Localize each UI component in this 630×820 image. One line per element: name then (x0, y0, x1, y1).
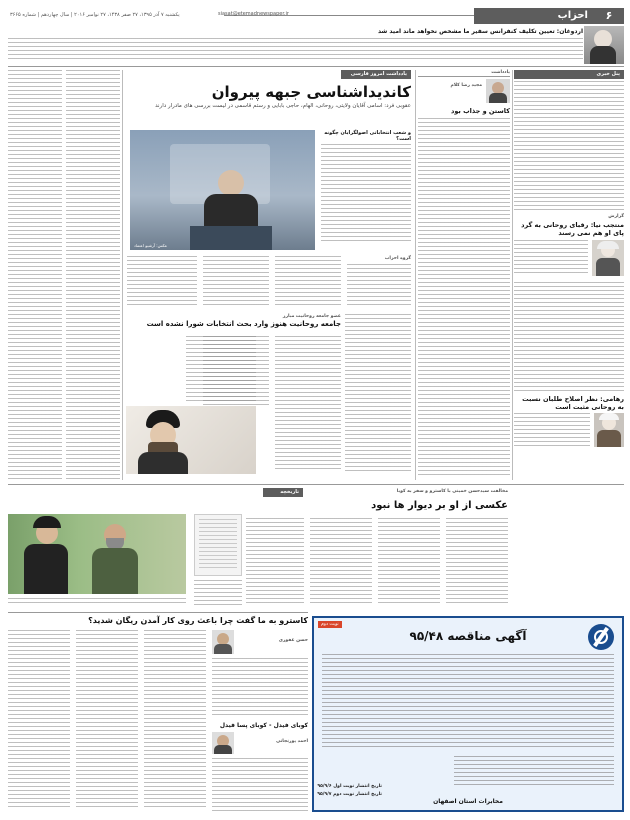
author-name: مجید رضا کلام (450, 83, 482, 88)
side-box-title: و شعب انتخاباتی اصولگرایان چگونه است؟ (324, 130, 411, 142)
header-date: یکشنبه ۷ آذر ۱۳۹۵، ۲۷ صفر ۱۴۳۸، ۲۷ نوامبر ۲۰۱۶ | سال چهاردهم | شماره ۳۶۶۵ (10, 12, 180, 18)
ad-badge: نوبت دوم (318, 621, 342, 628)
top-story-photo (584, 26, 624, 64)
castro-photo (8, 514, 186, 594)
ad-deadline-1: تاریخ انتشار نوبت اول ۹۵/۹/۶ (317, 784, 382, 789)
sidebar-bar: پنل خبری (514, 70, 624, 79)
lower-divider (8, 612, 308, 613)
main-side-box (321, 130, 411, 250)
lower-author-2-text (212, 758, 308, 812)
main-bar: یادداشت امروز فارسی (341, 70, 411, 79)
note-headline: کاستن و جذاب بود (451, 107, 510, 115)
section-title: احزاب (474, 8, 594, 24)
mid-divider (8, 484, 624, 485)
main-body-col-2 (275, 256, 341, 308)
top-story-text (8, 38, 583, 60)
bottom-text-3 (310, 518, 372, 606)
header-email[interactable]: siasat@etemadnewspaper.ir (218, 11, 289, 17)
author-photo (486, 79, 510, 103)
note-text (418, 118, 510, 478)
second-story-col-1 (275, 336, 341, 472)
second-story-photo (126, 406, 256, 474)
second-story-kicker: عضو جامعه روحانیت مبارز (282, 314, 341, 319)
author-1-photo (212, 630, 234, 654)
ad-org: مخابرات استان اصفهان (433, 798, 503, 805)
page-number: ۶ (594, 8, 624, 24)
second-story (126, 314, 341, 474)
lower-col-3 (8, 630, 70, 810)
sidebar-photo-1 (592, 240, 624, 276)
lower-section (8, 616, 308, 812)
ad-logo (588, 624, 614, 650)
left-column (8, 70, 120, 480)
side-box-text (321, 144, 411, 244)
main-photo (130, 130, 315, 250)
sidebar-kicker: گزارش (608, 214, 624, 219)
left-column-text-2 (8, 70, 62, 480)
lower-headline: کاسترو به ما گفت چرا باعث روی کار آمدن ریگان شدید؟ (88, 616, 308, 625)
bottom-text-2 (378, 518, 440, 606)
lower-author-text (212, 658, 308, 718)
author-2-photo (212, 732, 234, 754)
bottom-bar: تاریخچه (263, 488, 303, 497)
lower-col-1 (144, 630, 206, 810)
top-divider (8, 66, 624, 67)
second-story-headline: جامعه روحانیت هنوز وارد بحث انتخابات شورا نشده است (146, 320, 341, 328)
sidebar-text-3 (514, 282, 624, 392)
document-photo (194, 514, 242, 576)
bottom-caption-text (194, 580, 242, 606)
main-feature (126, 70, 411, 480)
ad-title: آگهی مناقصه ۹۵/۴۸ (409, 629, 527, 643)
author-1-name: حسن غفوری (278, 638, 308, 643)
lower-sub-headline: کوبای فیدل - کوبای پسا فیدل (219, 722, 308, 729)
bottom-text-4 (246, 518, 304, 606)
left-column-text-1 (66, 70, 120, 480)
main-photo-caption: عکس: آرشیو اعتماد (134, 243, 168, 248)
sidebar-text-2 (514, 240, 588, 276)
main-subheadline: عقوبی فرد: اسامی آقایان ولایتی، روحانی، الهام، حاجی بابایی و رستم قاسمی در لیست بررسی های مادرار دارند (155, 103, 411, 109)
main-body-col-1 (347, 264, 411, 308)
note-column (418, 70, 510, 480)
tender-ad (312, 616, 624, 812)
column-rule-3 (122, 70, 123, 480)
main-body-col-4 (127, 256, 197, 308)
author-2-name: احمد پورنجاتی (276, 739, 308, 744)
main-left-col (345, 314, 411, 474)
ad-body-text-2 (454, 756, 614, 786)
top-story (8, 28, 583, 62)
ad-body-text (322, 654, 614, 750)
sidebar-photo-2 (594, 413, 624, 447)
main-body (126, 256, 411, 308)
top-story-title: اردوغان: تعیین تکلیف کنفرانس سفیر ما مشخص نخواهد ماند امید شد (377, 28, 583, 35)
note-column-title: یادداشت (418, 70, 510, 77)
sidebar-sub-headline: منتجب نیا: رقبای روحانی به گرد پای او هم نمی رسند (521, 221, 624, 237)
column-rule-2 (415, 70, 416, 480)
ad-deadline-2: تاریخ انتشار نوبت دوم ۹۵/۹/۷ (317, 792, 382, 797)
bottom-feature (8, 488, 508, 608)
main-column-kicker: گروه احزاب (384, 256, 411, 261)
second-story-col-3 (186, 336, 256, 402)
bottom-text-1 (446, 518, 508, 606)
main-body-col-3 (203, 256, 269, 308)
page-header (8, 8, 624, 24)
column-rule-1 (512, 70, 513, 480)
bottom-intro: مخالفت سیدحسن خمینی با کاسترو و سفر به کوبا (396, 489, 508, 494)
sidebar-text-4 (514, 413, 590, 447)
bottom-headline: عکسی از او بر دیوار ها نبود (371, 500, 508, 511)
sidebar-lower-headline: رهامی: نظر اصلاح طلبان نسبت به روحانی مثبت است (522, 395, 624, 411)
sidebar-text-1 (514, 81, 624, 211)
lower-col-2 (76, 630, 138, 810)
castro-photo-caption (8, 598, 186, 606)
main-headline: کاندیداشناسی جبهه پیروان (211, 83, 411, 101)
right-sidebar (514, 70, 624, 480)
